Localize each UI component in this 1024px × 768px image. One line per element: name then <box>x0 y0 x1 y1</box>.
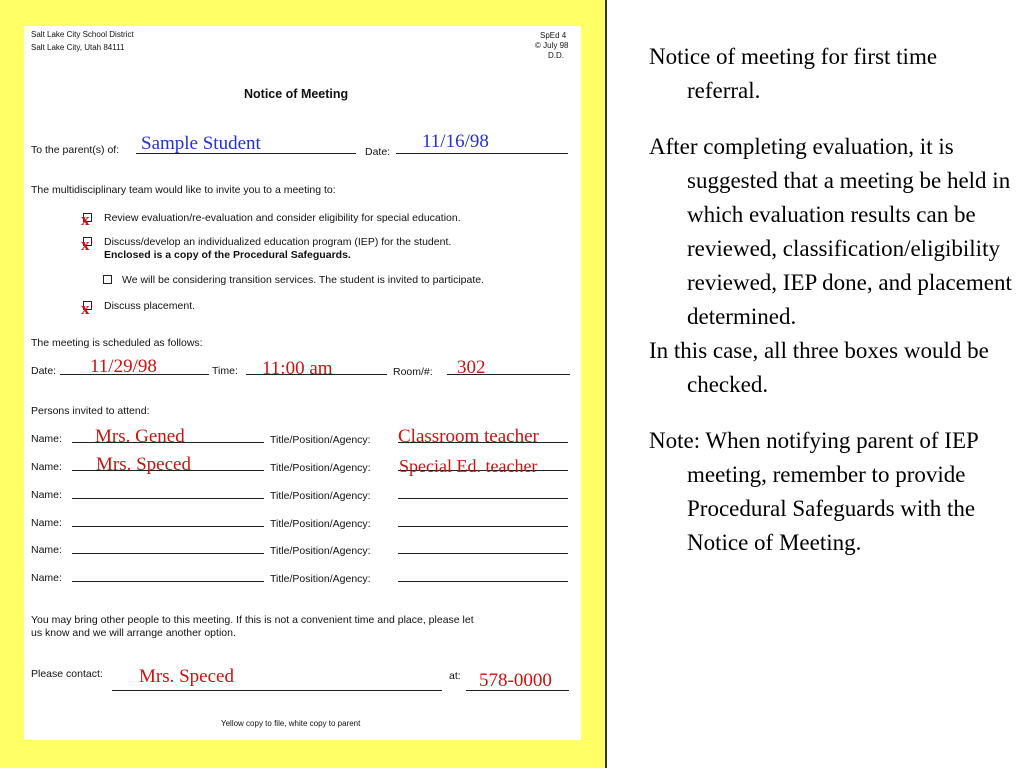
option-transition-label: We will be considering transition services. The student is invited to participate. <box>122 274 485 286</box>
meeting-date-label: Date: <box>31 365 57 377</box>
option-placement-label: Discuss placement. <box>104 300 196 312</box>
option-iep-note: Enclosed is a copy of the Procedural Safeguards. <box>104 249 351 261</box>
date-value[interactable]: 11/16/98 <box>422 131 489 152</box>
closing-text-line2: us know and we will arrange another option. <box>31 627 236 639</box>
time-label: Time: <box>212 365 238 377</box>
phone-value[interactable]: 578-0000 <box>479 670 552 691</box>
name-label: Name: <box>31 517 62 529</box>
contact-line <box>112 690 442 691</box>
note-three-boxes: In this case, all three boxes would be checked. <box>649 338 989 397</box>
attendee-title-2[interactable]: Special Ed. teacher <box>399 456 538 476</box>
meeting-time-value[interactable]: 11:00 am <box>262 358 333 379</box>
name-line <box>72 498 264 499</box>
note-procedural-safeguards: Note: When notifying parent of IEP meeting, remember to provide Procedural Safeguards with the Notice of Meeting. <box>649 428 978 555</box>
form-date-code: © July 98 <box>535 41 569 50</box>
title-label: Title/Position/Agency: <box>270 518 371 530</box>
district-name: Salt Lake City School District <box>31 30 134 39</box>
name-label: Name: <box>31 461 62 473</box>
title-line <box>398 498 568 499</box>
district-address: Salt Lake City, Utah 84111 <box>31 43 125 52</box>
note-first-referral: Notice of meeting for first time referral. <box>649 44 938 103</box>
title-label: Title/Position/Agency: <box>270 462 371 474</box>
notes-panel <box>649 40 1014 560</box>
title-line <box>398 526 568 527</box>
form-initials: D.D. <box>548 51 564 60</box>
contact-name-value[interactable]: Mrs. Speced <box>139 666 234 687</box>
form-code: SpEd 4 <box>540 31 567 40</box>
student-name-value[interactable]: Sample Student <box>141 133 261 154</box>
to-parent-label: To the parent(s) of: <box>31 144 120 156</box>
note-after-evaluation: After completing evaluation, it is suggested that a meeting be held in which evaluation results can be reviewed, classification/eligibility reviewed, IEP done, and placement determined. <box>649 134 1012 329</box>
form-title: Notice of Meeting <box>244 87 349 101</box>
persons-text: Persons invited to attend: <box>31 405 150 417</box>
name-line <box>72 526 264 527</box>
option-review-label: Review evaluation/re-evaluation and consider eligibility for special education. <box>104 212 461 224</box>
name-line <box>72 553 264 554</box>
room-label: Room/#: <box>393 366 433 378</box>
at-label: at: <box>449 670 461 682</box>
attendee-name-1[interactable]: Mrs. Gened <box>95 426 185 447</box>
invite-text: The multidisciplinary team would like to invite you to a meeting to: <box>31 184 336 196</box>
check-mark-review: x <box>81 210 90 229</box>
room-value[interactable]: 302 <box>457 357 486 378</box>
title-line <box>398 581 568 582</box>
check-mark-iep: x <box>81 235 90 254</box>
check-mark-placement: x <box>81 299 90 318</box>
name-label: Name: <box>31 544 62 556</box>
date-line <box>396 153 568 154</box>
meeting-date-value[interactable]: 11/29/98 <box>90 356 157 377</box>
contact-label: Please contact: <box>31 668 103 680</box>
title-label: Title/Position/Agency: <box>270 545 371 557</box>
name-label: Name: <box>31 489 62 501</box>
panel-divider <box>605 0 607 768</box>
scheduled-text: The meeting is scheduled as follows: <box>31 337 203 349</box>
form-footer: Yellow copy to file, white copy to parent <box>221 719 361 728</box>
attendee-name-2[interactable]: Mrs. Speced <box>96 454 191 475</box>
title-line <box>398 553 568 554</box>
name-label: Name: <box>31 433 62 445</box>
title-label: Title/Position/Agency: <box>270 434 371 446</box>
option-iep-label: Discuss/develop an individualized education program (IEP) for the student. <box>104 236 452 248</box>
title-label: Title/Position/Agency: <box>270 490 371 502</box>
closing-text-line1: You may bring other people to this meeting. If this is not a convenient time and place, please let <box>31 614 474 626</box>
title-label: Title/Position/Agency: <box>270 573 371 585</box>
name-line <box>72 581 264 582</box>
attendee-title-1[interactable]: Classroom teacher <box>398 426 539 447</box>
notice-of-meeting-form <box>24 26 581 740</box>
date-label: Date: <box>365 146 391 158</box>
name-label: Name: <box>31 572 62 584</box>
checkbox-transition[interactable] <box>103 275 112 284</box>
